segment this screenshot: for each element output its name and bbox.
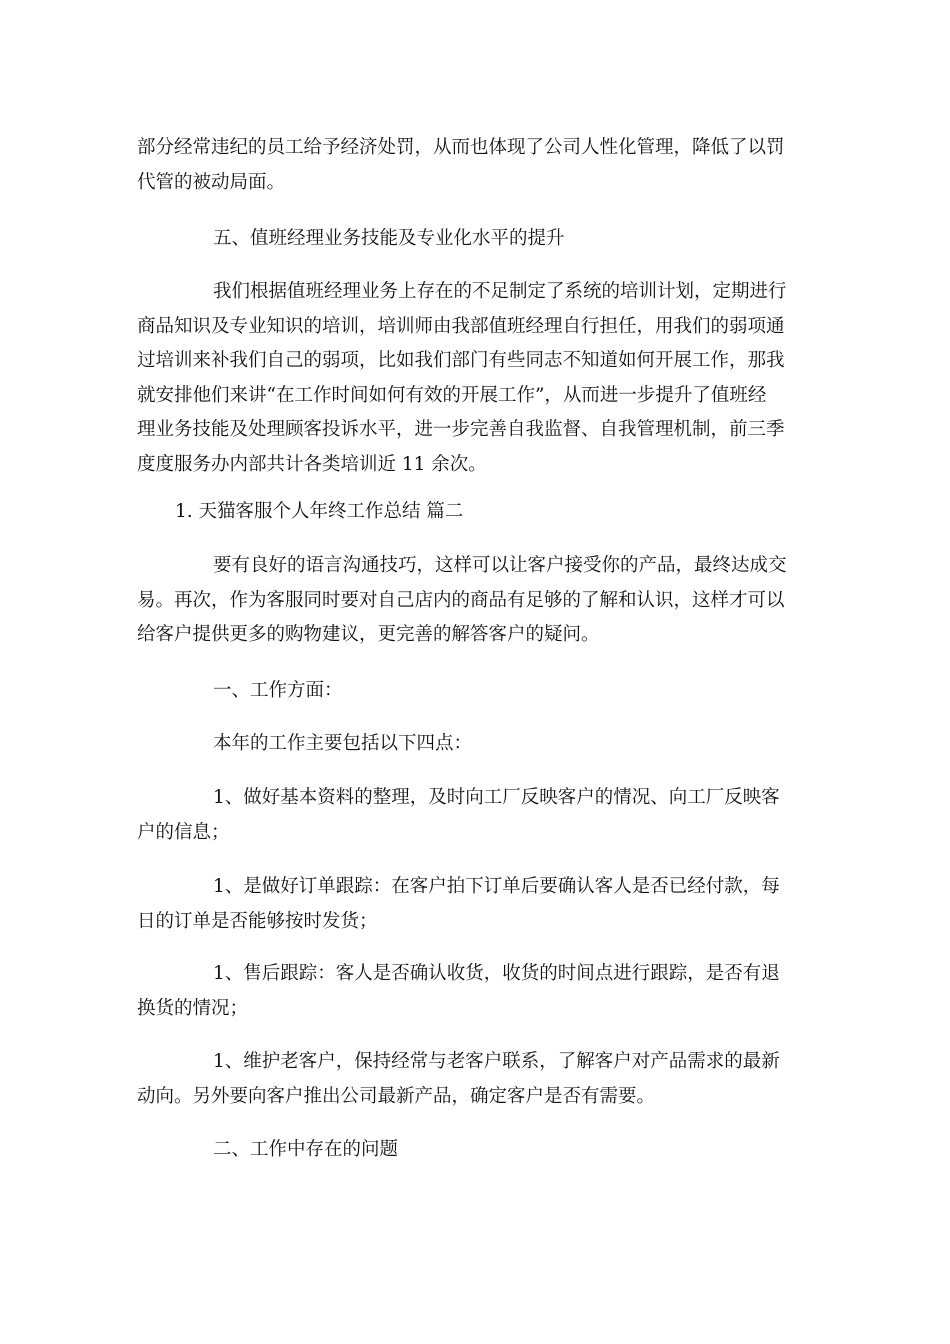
- text-line: 1、是做好订单跟踪：在客户拍下订单后要确认客人是否已经付款，每: [213, 876, 780, 897]
- text-line: 户的信息；: [137, 821, 230, 843]
- text-line: 日的订单是否能够按时发货；: [137, 910, 378, 932]
- paragraph-training: [137, 275, 817, 482]
- text-line: 就安排他们来讲“在工作时间如何有效的开展工作”，从而进一步提升了值班经: [137, 384, 767, 406]
- text-line: 本年的工作主要包括以下四点：: [213, 733, 473, 754]
- text-line: 度度服务办内部共计各类培训近 11 余次。: [137, 453, 487, 475]
- text-line: 换货的情况；: [137, 997, 249, 1019]
- heading-text: 一、工作方面：: [213, 680, 343, 701]
- paragraph-penalty-summary: [137, 131, 817, 200]
- text-line: 给客户提供更多的购物建议，更完善的解答客户的疑问。: [137, 624, 600, 645]
- heading-text: 二、工作中存在的问题: [213, 1139, 399, 1160]
- text-line: 要有良好的语言沟通技巧，这样可以让客户接受你的产品，最终达成交: [213, 555, 787, 576]
- text-line: 理业务技能及处理顾客投诉水平，进一步完善自我监督、自我管理机制，前三季: [137, 419, 785, 440]
- article-title: [137, 495, 817, 530]
- text-line: 1、维护老客户，保持经常与老客户联系，了解客户对产品需求的最新: [213, 1051, 780, 1072]
- text-line: 过培训来补我们自己的弱项，比如我们部门有些同志不知道如何开展工作，那我: [137, 350, 785, 371]
- title-text: 1. 天猫客服个人年终工作总结 篇二: [175, 501, 464, 522]
- heading-text: 五、值班经理业务技能及专业化水平的提升: [213, 228, 565, 249]
- text-line: 1、售后跟踪：客人是否确认收货，收货的时间点进行跟踪，是否有退: [213, 963, 780, 984]
- list-item-data-organization: [137, 781, 817, 850]
- text-line: 代管的被动局面。: [137, 171, 286, 193]
- section-heading-issues: [137, 1133, 817, 1168]
- paragraph-four-points: [137, 727, 817, 762]
- section-heading-5: [137, 222, 817, 257]
- paragraph-communication: [137, 549, 817, 653]
- list-item-after-sales: [137, 957, 817, 1026]
- text-line: 商品知识及专业知识的培训，培训师由我部值班经理自行担任，用我们的弱项通: [137, 315, 785, 337]
- text-line: 动向。另外要向客户推出公司最新产品，确定客户是否有需要。: [137, 1085, 656, 1107]
- section-heading-work: [137, 674, 817, 709]
- list-item-order-tracking: [137, 870, 817, 939]
- text-line: 易。再次，作为客服同时要对自己店内的商品有足够的了解和认识，这样才可以: [137, 589, 785, 611]
- text-line: 1、做好基本资料的整理，及时向工厂反映客户的情况、向工厂反映客: [213, 787, 780, 808]
- text-line: 部分经常违纪的员工给予经济处罚，从而也体现了公司人性化管理，降低了以罚: [137, 137, 785, 158]
- text-line: 我们根据值班经理业务上存在的不足制定了系统的培训计划，定期进行: [213, 281, 787, 302]
- list-item-customer-maintenance: [137, 1045, 817, 1114]
